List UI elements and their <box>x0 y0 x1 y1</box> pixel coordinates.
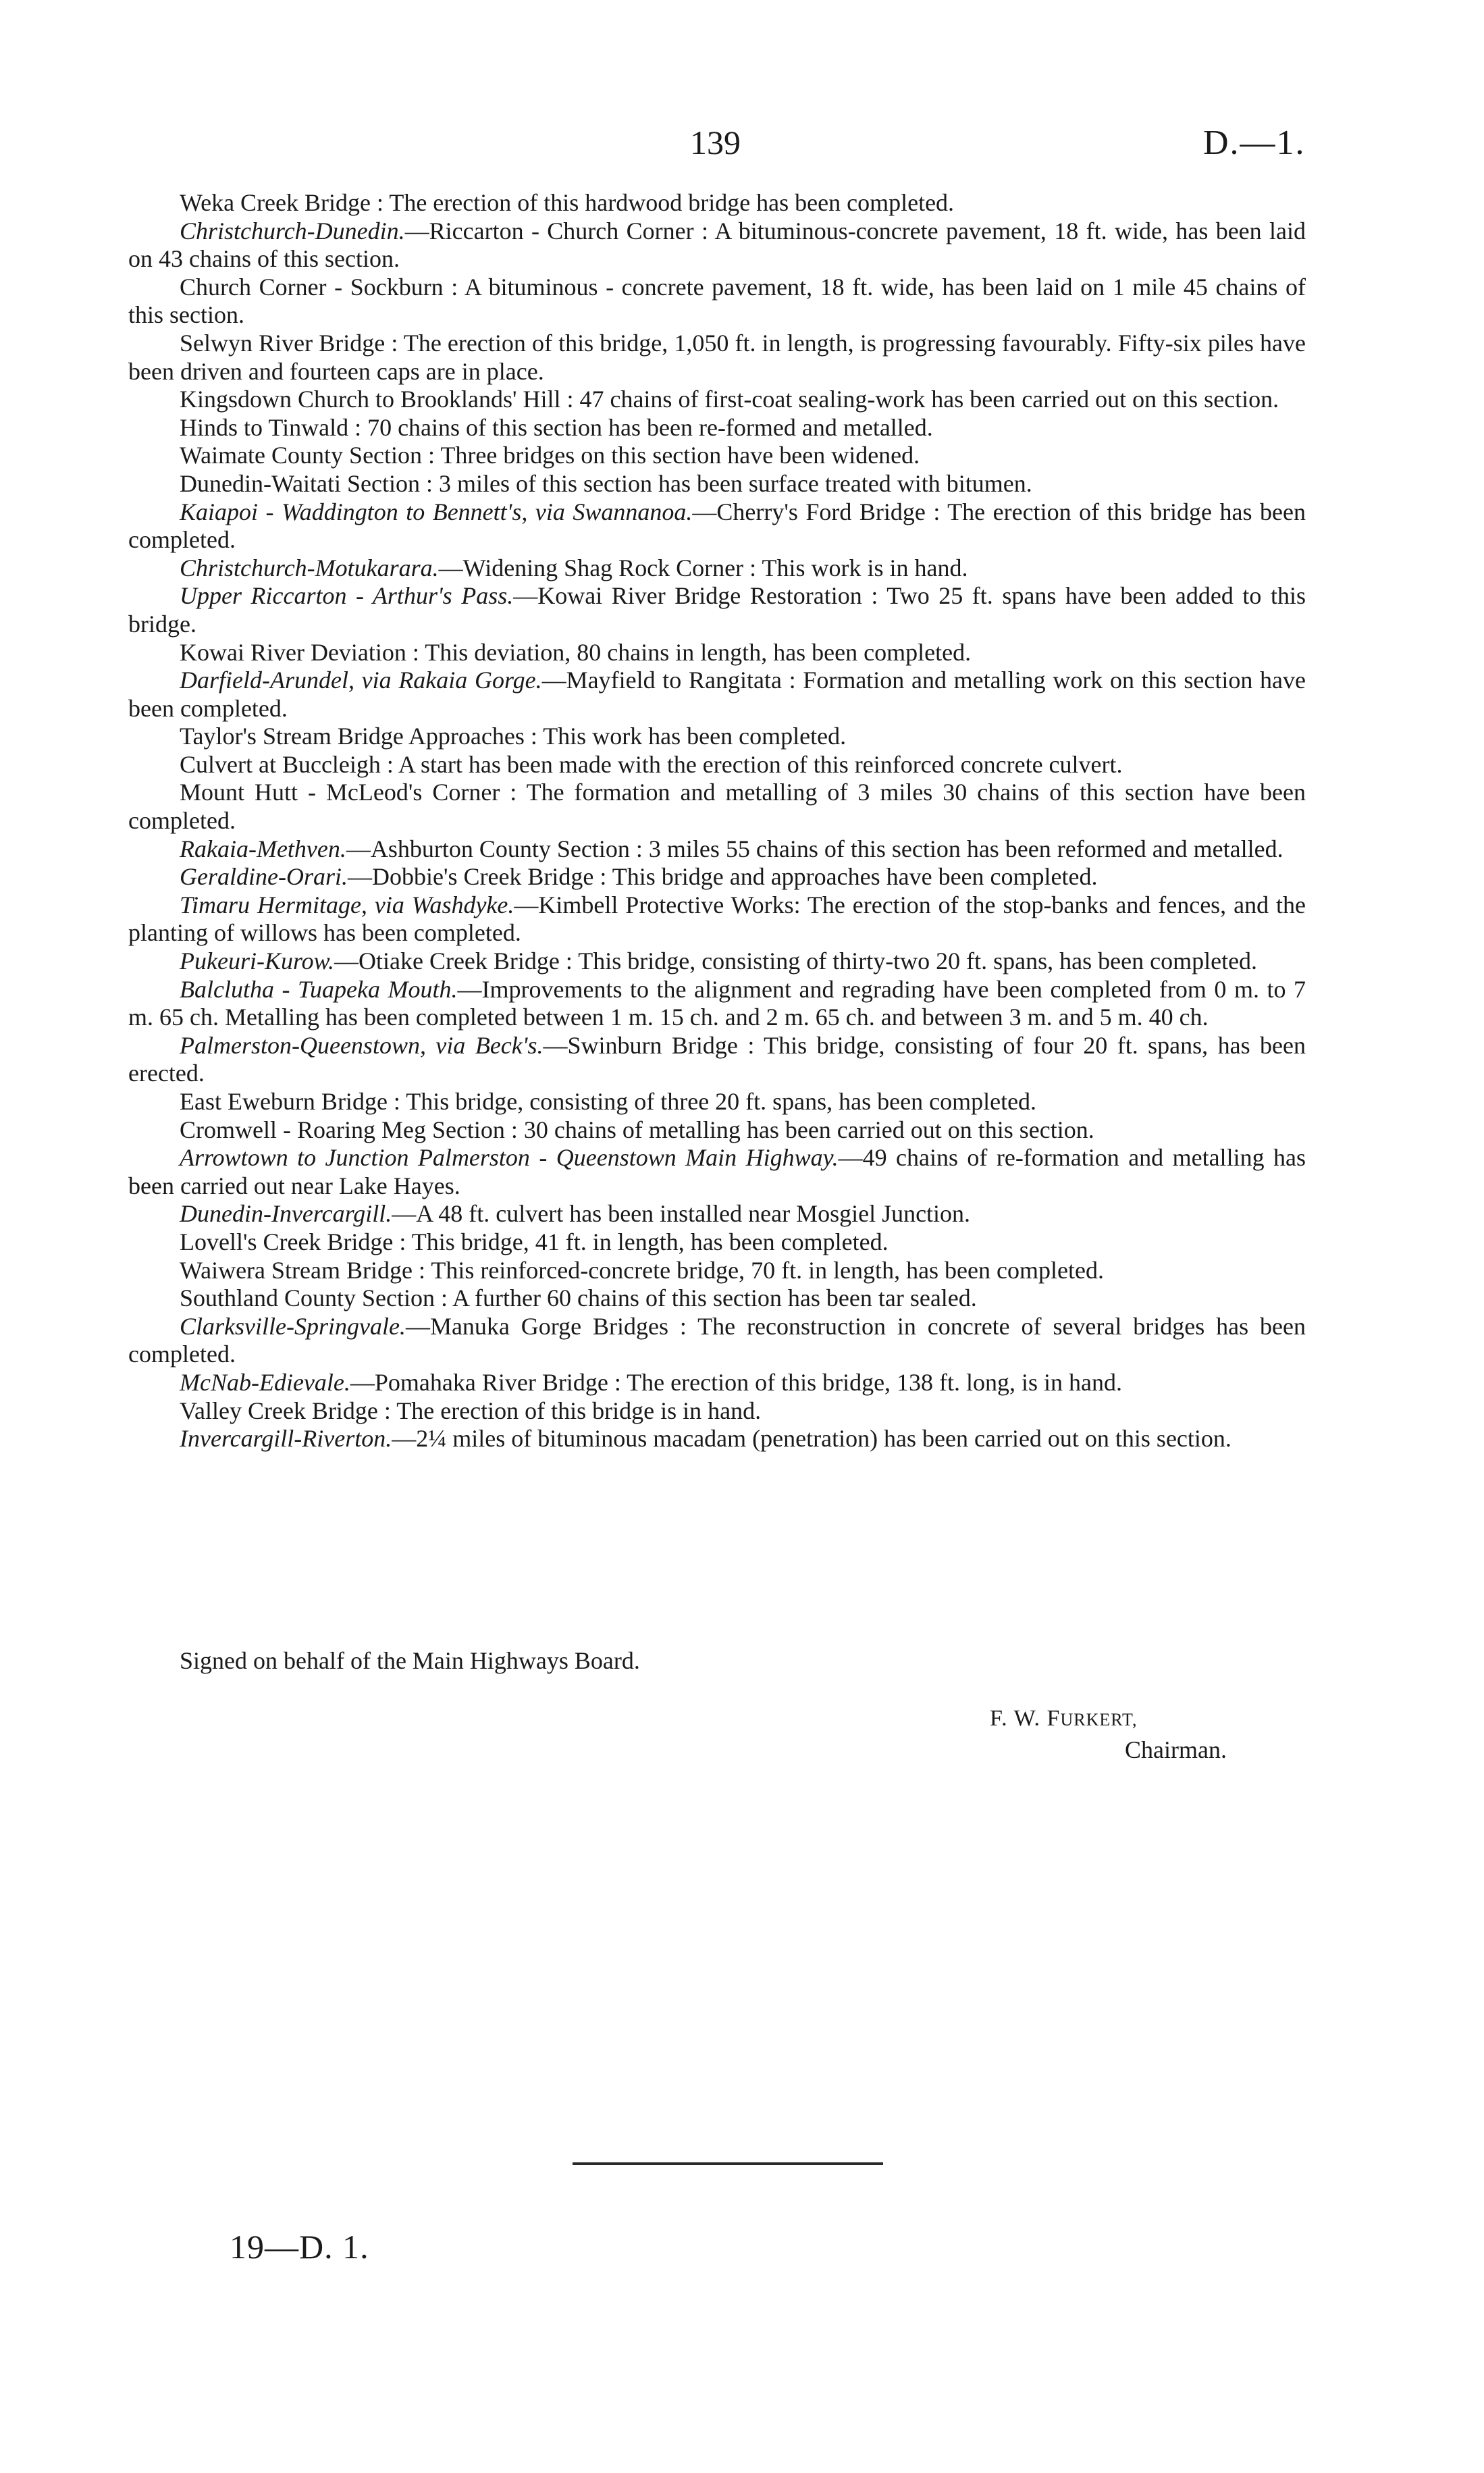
paragraph-text: Lovell's Creek Bridge : This bridge, 41 ft. in length, has been completed. <box>180 1228 889 1255</box>
paragraph-text: Kingsdown Church to Brooklands' Hill : 47 chains of first-coat sealing-work has been carried out on this section. <box>180 386 1279 413</box>
highway-name: Invercargill-Riverton. <box>180 1425 392 1453</box>
paragraph-text: Waiwera Stream Bridge : This reinforced-concrete bridge, 70 ft. in length, has been completed. <box>180 1256 1104 1284</box>
highway-name: Pukeuri-Kurow. <box>180 947 334 975</box>
paragraph-text: —Kimbell Protective Works: The erection of the stop-banks and fences, and the planting of willows has been completed. <box>128 891 1306 947</box>
paragraph-text: Taylor's Stream Bridge Approaches : This work has been completed. <box>180 723 847 750</box>
report-paragraph <box>128 723 1306 751</box>
report-paragraph <box>128 667 1306 723</box>
report-paragraph <box>128 947 1306 976</box>
signer-title: Chairman. <box>1125 1736 1227 1763</box>
highway-name: Darfield-Arundel, via Rakaia Gorge. <box>180 667 542 694</box>
highway-name: Kaiapoi - Waddington to Bennett's, via Swannanoa. <box>180 498 693 525</box>
report-paragraph <box>128 554 1306 583</box>
closing-rule <box>573 2162 883 2165</box>
report-paragraph <box>128 779 1306 835</box>
paragraph-text: —Widening Shag Rock Corner : This work is in hand. <box>438 554 968 581</box>
report-paragraph <box>128 442 1306 470</box>
paragraph-text: —Pomahaka River Bridge : The erection of this bridge, 138 ft. long, is in hand. <box>350 1368 1123 1396</box>
report-paragraph <box>128 976 1306 1032</box>
signer-name <box>990 1706 1137 1732</box>
report-paragraph <box>128 217 1306 274</box>
paragraph-text: Cromwell - Roaring Meg Section : 30 chains of metalling has been carried out on this section. <box>180 1116 1094 1143</box>
report-paragraph <box>128 1088 1306 1116</box>
paragraph-text: Dunedin-Waitati Section : 3 miles of this section has been surface treated with bitumen. <box>180 469 1032 497</box>
report-paragraph <box>128 1032 1306 1088</box>
paragraph-text: Church Corner - Sockburn : A bituminous - concrete pavement, 18 ft. wide, has been laid on 1 mile 45 chains of this section. <box>128 273 1306 329</box>
report-paragraph <box>128 751 1306 779</box>
highway-name: Upper Riccarton - Arthur's Pass. <box>180 582 514 610</box>
highway-name: Clarksville-Springvale. <box>180 1312 406 1340</box>
paragraph-text: —Dobbie's Creek Bridge : This bridge and approaches have been completed. <box>347 863 1098 891</box>
report-paragraph <box>128 1425 1306 1453</box>
report-paragraph <box>128 639 1306 667</box>
paragraph-text: Culvert at Buccleigh : A start has been made with the erection of this reinforced concrete culvert. <box>180 750 1123 778</box>
report-paragraph <box>128 330 1306 386</box>
report-paragraph <box>128 1257 1306 1285</box>
report-paragraph <box>128 1116 1306 1145</box>
report-paragraph <box>128 1369 1306 1397</box>
report-paragraph <box>128 582 1306 638</box>
report-paragraph <box>128 1200 1306 1228</box>
highway-name: Christchurch-Dunedin. <box>180 217 405 244</box>
signature-block <box>128 1646 1306 1763</box>
page-number: 139 <box>690 124 741 161</box>
report-paragraph <box>128 1228 1306 1257</box>
paragraph-text: —Mayfield to Rangitata : Formation and metalling work on this section have been completed. <box>128 667 1306 722</box>
paragraph-text: Selwyn River Bridge : The erection of this bridge, 1,050 ft. in length, is progressing favourably. Fifty-six piles have been driven and fourteen caps are in place. <box>128 329 1306 385</box>
paragraph-text: —Swinburn Bridge : This bridge, consisting of four 20 ft. spans, has been erected. <box>128 1031 1306 1087</box>
report-paragraph <box>128 891 1306 947</box>
report-paragraph <box>128 498 1306 554</box>
highway-name: Palmerston-Queenstown, via Beck's. <box>180 1031 544 1059</box>
highway-name: Balclutha - Tuapeka Mouth. <box>180 975 458 1003</box>
report-paragraph <box>128 274 1306 330</box>
footer-signature-reference: 19—D. 1. <box>230 2228 369 2266</box>
report-body <box>128 189 1306 1453</box>
report-paragraph <box>128 1284 1306 1313</box>
report-paragraph <box>128 189 1306 217</box>
paragraph-text: —Manuka Gorge Bridges : The reconstruction in concrete of several bridges has been completed. <box>128 1312 1306 1368</box>
paragraph-text: —Riccarton - Church Corner : A bituminous-concrete pavement, 18 ft. wide, has been laid on 43 chains of this section. <box>128 217 1306 273</box>
signed-on-behalf-line: Signed on behalf of the Main Highways Board. <box>180 1647 640 1674</box>
paragraph-text: —Cherry's Ford Bridge : The erection of this bridge has been completed. <box>128 498 1306 554</box>
paragraph-text: Southland County Section : A further 60 chains of this section has been tar sealed. <box>180 1284 977 1312</box>
document-reference: D.—1. <box>1203 124 1306 162</box>
highway-name: Dunedin-Invercargill. <box>180 1200 392 1228</box>
paragraph-text: —49 chains of re-formation and metalling has been carried out near Lake Hayes. <box>128 1144 1306 1199</box>
highway-name: McNab-Edievale. <box>180 1368 350 1396</box>
paragraph-text: Mount Hutt - McLeod's Corner : The formation and metalling of 3 miles 30 chains of this section have been completed. <box>128 779 1306 835</box>
report-paragraph <box>128 1144 1306 1200</box>
paragraph-text: —Ashburton County Section : 3 miles 55 chains of this section has been reformed and metalled. <box>346 835 1283 862</box>
paragraph-text: East Eweburn Bridge : This bridge, consisting of three 20 ft. spans, has been completed. <box>180 1088 1037 1115</box>
paragraph-text: Waimate County Section : Three bridges on this section have been widened. <box>180 442 920 469</box>
highway-name: Christchurch-Motukarara. <box>180 554 439 581</box>
paragraph-text: Hinds to Tinwald : 70 chains of this section has been re-formed and metalled. <box>180 413 933 441</box>
paragraph-text: Kowai River Deviation : This deviation, 80 chains in length, has been completed. <box>180 638 972 666</box>
report-paragraph <box>128 1397 1306 1426</box>
paragraph-text: —A 48 ft. culvert has been installed near Mosgiel Junction. <box>392 1200 971 1228</box>
report-paragraph <box>128 1313 1306 1369</box>
paragraph-text: —Otiake Creek Bridge : This bridge, consisting of thirty-two 20 ft. spans, has been completed. <box>334 947 1258 975</box>
paragraph-text: Weka Creek Bridge : The erection of this hardwood bridge has been completed. <box>180 189 955 216</box>
signer-surname-small-caps: URKERT, <box>1060 1710 1138 1729</box>
paragraph-text: —2¼ miles of bituminous macadam (penetration) has been carried out on this section. <box>392 1425 1231 1453</box>
report-paragraph <box>128 470 1306 498</box>
report-paragraph <box>128 863 1306 891</box>
highway-name: Arrowtown to Junction Palmerston - Queenstown Main Highway. <box>180 1144 839 1172</box>
paragraph-text: Valley Creek Bridge : The erection of this bridge is in hand. <box>180 1397 762 1424</box>
report-paragraph <box>128 414 1306 442</box>
signer-initials: F. W. F <box>990 1706 1061 1731</box>
highway-name: Rakaia-Methven. <box>180 835 346 862</box>
highway-name: Timaru Hermitage, via Washdyke. <box>180 891 514 918</box>
report-paragraph <box>128 386 1306 414</box>
paragraph-text: —Kowai River Bridge Restoration : Two 25 ft. spans have been added to this bridge. <box>128 582 1306 637</box>
paragraph-text: —Improvements to the alignment and regrading have been completed from 0 m. to 7 m. 65 ch. Metalling has been completed between 1 m. 15 ch. and 2 m. 65 ch. and between 3 m. and 5 m. 40 ch. <box>128 975 1306 1031</box>
report-paragraph <box>128 835 1306 864</box>
highway-name: Geraldine-Orari. <box>180 863 348 891</box>
